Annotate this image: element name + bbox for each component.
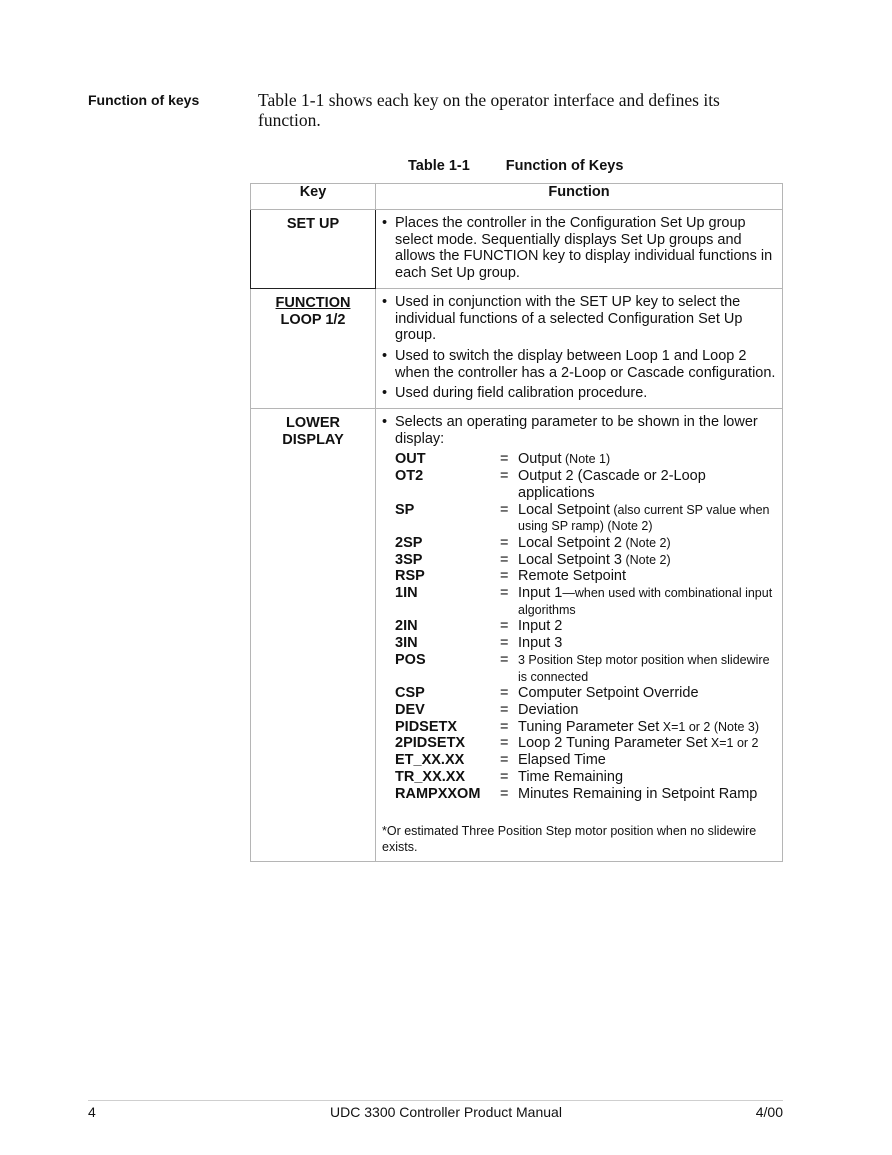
parameter-description-main: Loop 2 Tuning Parameter Set — [518, 735, 708, 752]
parameter-code: RSP — [395, 568, 425, 585]
table-caption-number: Table 1-1 — [408, 158, 470, 174]
parameter-row — [395, 735, 776, 752]
bullet-icon: • — [382, 347, 388, 364]
parameter-row — [395, 568, 776, 585]
table-caption-title: Function of Keys — [505, 158, 624, 174]
parameter-row — [395, 719, 776, 736]
parameter-row — [395, 769, 776, 786]
equals-sign: = — [500, 635, 509, 652]
parameter-row — [395, 535, 776, 552]
parameter-description-note: (Note 2) — [622, 552, 671, 567]
parameter-list — [382, 451, 776, 802]
header-function: Function — [376, 184, 783, 210]
parameter-description-note: (also current SP value when using SP ramp) (Note 2) — [518, 502, 770, 534]
parameter-description-main: Local Setpoint — [518, 501, 610, 518]
parameter-description-main: Local Setpoint 3 — [518, 551, 622, 568]
parameter-description-main: Remote Setpoint — [518, 568, 627, 585]
table-caption — [408, 158, 623, 174]
parameter-code: 3SP — [395, 551, 423, 568]
parameter-row — [395, 468, 776, 501]
parameter-description-note: X=1 or 2 — [707, 736, 759, 751]
parameter-description — [518, 585, 776, 618]
parameter-description-main: Computer Setpoint Override — [518, 685, 699, 702]
equals-sign: = — [500, 534, 509, 551]
list-item: • Used to switch the display between Loop 1 and Loop 2 when the controller has a 2-Loop or Cascade configuration. — [382, 347, 776, 381]
table-row-function — [251, 288, 783, 408]
parameter-description-main: Local Setpoint 2 — [518, 534, 622, 551]
bullet-icon: • — [382, 215, 388, 231]
parameter-description — [518, 568, 776, 585]
parameter-code: ET_XX.XX — [395, 752, 465, 769]
parameter-row — [395, 652, 776, 685]
parameter-description-main: Input 1 — [518, 585, 563, 602]
parameter-code: TR_XX.XX — [395, 768, 466, 785]
parameter-description-main: Output 2 (Cascade or 2-Loop applications — [518, 468, 706, 501]
function-function-loop — [376, 288, 783, 408]
parameter-description-note: (Note 1) — [561, 452, 611, 467]
equals-sign: = — [500, 701, 509, 718]
list-item: • Used during field calibration procedure. — [382, 385, 648, 402]
parameter-code: OT2 — [395, 468, 424, 485]
parameter-description-main: Input 2 — [518, 618, 563, 635]
parameter-code: RAMPXXOM — [395, 785, 481, 802]
parameter-description — [518, 735, 776, 752]
function-setup — [376, 210, 783, 289]
parameter-description-main: Time Remaining — [518, 768, 624, 785]
equals-sign: = — [500, 568, 509, 585]
key-loop-label: LOOP 1/2 — [280, 311, 346, 328]
parameter-description — [518, 535, 776, 552]
parameter-code: POS — [395, 651, 426, 668]
parameter-description-note: (Note 2) — [622, 535, 671, 550]
key-lower-display — [251, 409, 376, 862]
parameter-description — [518, 618, 776, 635]
equals-sign: = — [500, 585, 509, 602]
parameter-description — [518, 719, 776, 736]
table-row-lower-display — [251, 409, 783, 862]
revision-date: 4/00 — [755, 1104, 783, 1120]
key-lower-label: LOWER — [286, 415, 340, 432]
parameter-code: DEV — [395, 701, 425, 718]
parameter-description — [518, 635, 776, 652]
equals-sign: = — [500, 768, 509, 785]
parameter-description — [518, 502, 776, 535]
list-item: • Selects an operating parameter to be shown in the lower display: — [382, 414, 758, 447]
parameter-row — [395, 685, 776, 702]
key-display-label: DISPLAY — [282, 432, 344, 449]
parameter-description-main: Minutes Remaining in Setpoint Ramp — [518, 785, 758, 802]
parameter-description — [518, 786, 776, 803]
parameter-code: SP — [395, 501, 415, 518]
parameter-row — [395, 502, 776, 535]
equals-sign: = — [500, 618, 509, 635]
parameter-row — [395, 702, 776, 719]
parameter-description — [518, 468, 776, 501]
parameter-code: 2SP — [395, 534, 423, 551]
bullet-icon: • — [382, 293, 388, 310]
parameter-code: CSP — [395, 685, 425, 702]
parameter-description — [518, 451, 776, 468]
parameter-code: 1IN — [395, 585, 418, 602]
parameter-row — [395, 752, 776, 769]
footer-divider — [88, 1100, 783, 1101]
bullet-icon: • — [382, 414, 388, 431]
equals-sign: = — [500, 451, 509, 468]
parameter-description-main: Output — [518, 451, 562, 468]
parameter-row — [395, 451, 776, 468]
key-function-loop — [251, 288, 376, 408]
intro-paragraph: Table 1-1 shows each key on the operator interface and defines its function. — [258, 90, 720, 130]
table-row-setup — [251, 210, 783, 289]
parameter-description-main: Tuning Parameter Set — [518, 718, 660, 735]
table-header-row — [251, 184, 783, 210]
parameter-description — [518, 752, 776, 769]
equals-sign: = — [500, 551, 509, 568]
parameter-row — [395, 786, 776, 803]
function-of-keys-table — [250, 183, 783, 862]
equals-sign: = — [500, 752, 509, 769]
parameter-code: 3IN — [395, 635, 418, 652]
equals-sign: = — [500, 735, 509, 752]
list-item: • Used in conjunction with the SET UP key to select the individual functions of a selected Configuration Set Up group. — [382, 293, 743, 344]
key-setup: SET UP — [251, 210, 376, 289]
header-key: Key — [251, 184, 376, 210]
parameter-code: 2IN — [395, 618, 418, 635]
equals-sign: = — [500, 685, 509, 702]
equals-sign: = — [500, 785, 509, 802]
equals-sign: = — [500, 651, 509, 668]
parameter-row — [395, 585, 776, 618]
parameter-code: OUT — [395, 451, 426, 468]
section-heading: Function of keys — [88, 92, 200, 108]
parameter-row — [395, 635, 776, 652]
equals-sign: = — [500, 468, 509, 485]
parameter-description — [518, 769, 776, 786]
parameter-description-note: 3 Position Step motor position when slidewire is connected — [518, 652, 770, 684]
parameter-description — [518, 552, 776, 569]
bullet-icon: • — [382, 385, 388, 402]
parameter-description-note: —when used with combinational input algorithms — [518, 586, 773, 617]
parameter-description-note: X=1 or 2 (Note 3) — [659, 719, 760, 734]
function-lower-display — [376, 409, 783, 862]
key-function-label: FUNCTION — [275, 294, 351, 311]
parameter-description-main: Deviation — [518, 701, 579, 718]
parameter-description — [518, 685, 776, 702]
manual-title: UDC 3300 Controller Product Manual — [330, 1104, 562, 1120]
parameter-row — [395, 552, 776, 569]
equals-sign: = — [500, 718, 509, 735]
parameter-description-main: Input 3 — [518, 635, 563, 652]
parameter-description — [518, 702, 776, 719]
parameter-description — [518, 652, 776, 685]
equals-sign: = — [500, 501, 509, 518]
page-number: 4 — [88, 1104, 96, 1120]
parameter-code: 2PIDSETX — [395, 735, 466, 752]
parameter-description-main: Elapsed Time — [518, 752, 606, 769]
parameter-row — [395, 618, 776, 635]
list-item: • Places the controller in the Configuration Set Up group select mode. Sequentially displays Set Up groups and allows the FUNCTION key to display individual functions in each Set Up group. — [382, 215, 773, 282]
footnote: *Or estimated Three Position Step motor position when no slidewire exists. — [382, 824, 757, 855]
parameter-code: PIDSETX — [395, 718, 458, 735]
